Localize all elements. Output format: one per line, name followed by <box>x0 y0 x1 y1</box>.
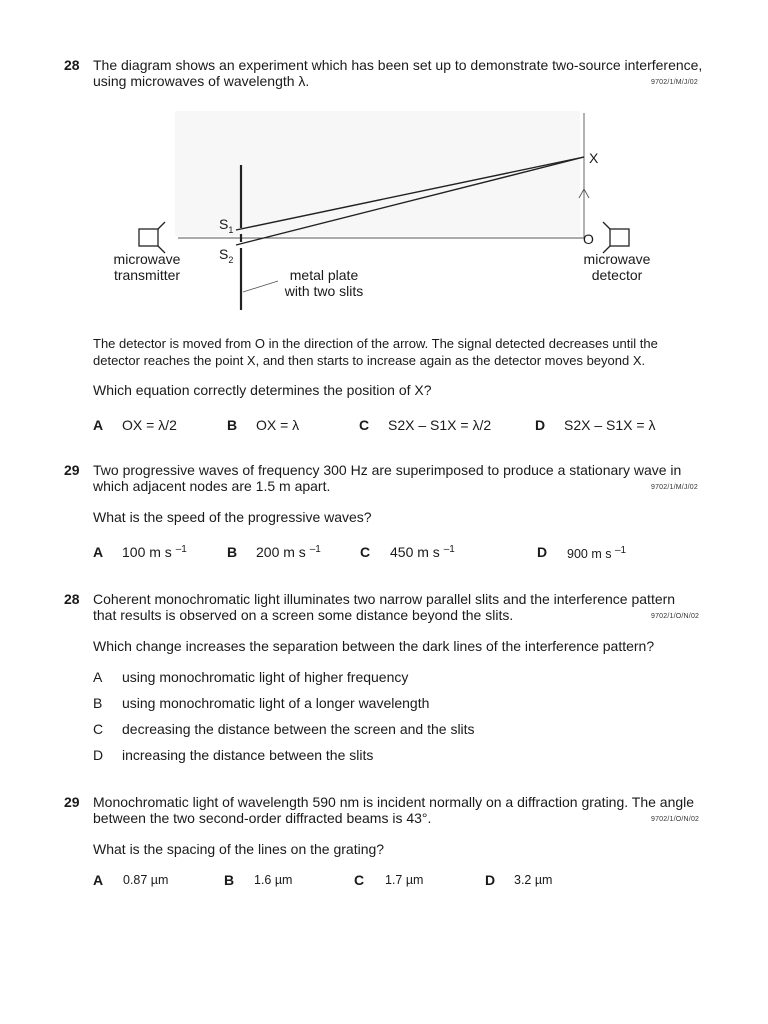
option-text[interactable]: 100 m s $^{-1}$ <box>122 544 187 560</box>
paper-reference: 9702/1/M/J/02 <box>651 484 698 491</box>
option-text[interactable]: 0.87 µm <box>123 873 169 887</box>
option-letter: A <box>93 872 104 888</box>
option-text[interactable]: 1.7 µm <box>385 873 424 887</box>
question-stem-line-2: that results is observed on a screen some distance beyond the slits. <box>93 607 514 623</box>
question-number: 29 <box>64 462 80 478</box>
paper-reference: 9702/1/O/N/02 <box>651 613 700 620</box>
question-number: 28 <box>64 57 80 73</box>
option-text[interactable]: 1.6 µm <box>254 873 293 887</box>
option-text[interactable]: S2X – S1X = λ <box>564 417 656 433</box>
label-microwave-detector: microwave detector <box>583 251 651 283</box>
description-line-1: The detector is moved from O in the direction of the arrow. The signal detected decreases until the <box>93 336 658 351</box>
question-stem-line-2: using microwaves of wavelength λ. <box>93 73 310 89</box>
label-x: X <box>589 150 599 166</box>
option-letter: A <box>93 417 104 433</box>
label-s1: $S_1$ <box>219 216 234 235</box>
paper-reference: 9702/1/O/N/02 <box>651 816 700 823</box>
option-letter: D <box>535 417 546 433</box>
option-letter: B <box>224 872 235 888</box>
option-letter: D <box>93 747 104 763</box>
option-text[interactable]: 450 m s $^{-1}$ <box>390 544 455 560</box>
option-text[interactable]: 3.2 µm <box>514 873 553 887</box>
question-stem-line-1: The diagram shows an experiment which has been set up to demonstrate two-source interference, <box>93 57 703 73</box>
label-microwave-transmitter: microwave transmitter <box>113 251 181 283</box>
option-letter: A <box>93 669 103 685</box>
option-text[interactable]: OX = λ/2 <box>122 417 177 433</box>
option-letter: B <box>227 544 238 560</box>
option-letter: B <box>227 417 238 433</box>
detector-horn-icon <box>603 222 629 253</box>
description-line-2: detector reaches the point X, and then starts to increase again as the detector moves beyond X. <box>93 353 646 368</box>
label-metal-plate: metal plate with two slits <box>284 267 364 299</box>
option-text[interactable]: OX = λ <box>256 417 300 433</box>
question-number: 28 <box>64 591 80 607</box>
question-number: 29 <box>64 794 80 810</box>
option-text[interactable]: using monochromatic light of a longer wavelength <box>122 695 430 711</box>
option-letter: A <box>93 544 104 560</box>
option-letter: C <box>93 721 104 737</box>
option-text[interactable]: decreasing the distance between the screen and the slits <box>122 721 475 737</box>
label-s2: $S_2$ <box>219 246 234 265</box>
option-letter: C <box>354 872 365 888</box>
paper-reference: 9702/1/M/J/02 <box>651 79 698 86</box>
question-stem-line-1: Monochromatic light of wavelength 590 nm is incident normally on a diffraction grating. The angle <box>93 794 695 810</box>
question-stem-line-1: Coherent monochromatic light illuminates two narrow parallel slits and the interference pattern <box>93 591 676 607</box>
option-letter: B <box>93 695 103 711</box>
interference-diagram <box>120 105 680 315</box>
question-stem-line-2: between the two second-order diffracted beams is 43°. <box>93 810 432 826</box>
option-letter: C <box>360 544 371 560</box>
option-letter: D <box>485 872 496 888</box>
option-letter: C <box>359 417 370 433</box>
option-text[interactable]: using monochromatic light of higher frequency <box>122 669 409 685</box>
option-text[interactable]: increasing the distance between the slits <box>122 747 374 763</box>
question-prompt: Which change increases the separation between the dark lines of the interference pattern? <box>93 638 655 654</box>
label-o: O <box>583 231 594 247</box>
transmitter-horn-icon <box>139 222 165 253</box>
question-stem-line-2: which adjacent nodes are 1.5 m apart. <box>93 478 331 494</box>
question-stem-line-1: Two progressive waves of frequency 300 Hz are superimposed to produce a stationary wave in <box>93 462 682 478</box>
option-letter: D <box>537 544 548 560</box>
option-text[interactable]: 900 m s $^{-1}$ <box>567 545 627 561</box>
question-prompt: Which equation correctly determines the position of X? <box>93 382 432 398</box>
option-text[interactable]: 200 m s $^{-1}$ <box>256 544 321 560</box>
question-prompt: What is the spacing of the lines on the grating? <box>93 841 385 857</box>
option-text[interactable]: S2X – S1X = λ/2 <box>388 417 492 433</box>
question-prompt: What is the speed of the progressive waves? <box>93 509 372 525</box>
